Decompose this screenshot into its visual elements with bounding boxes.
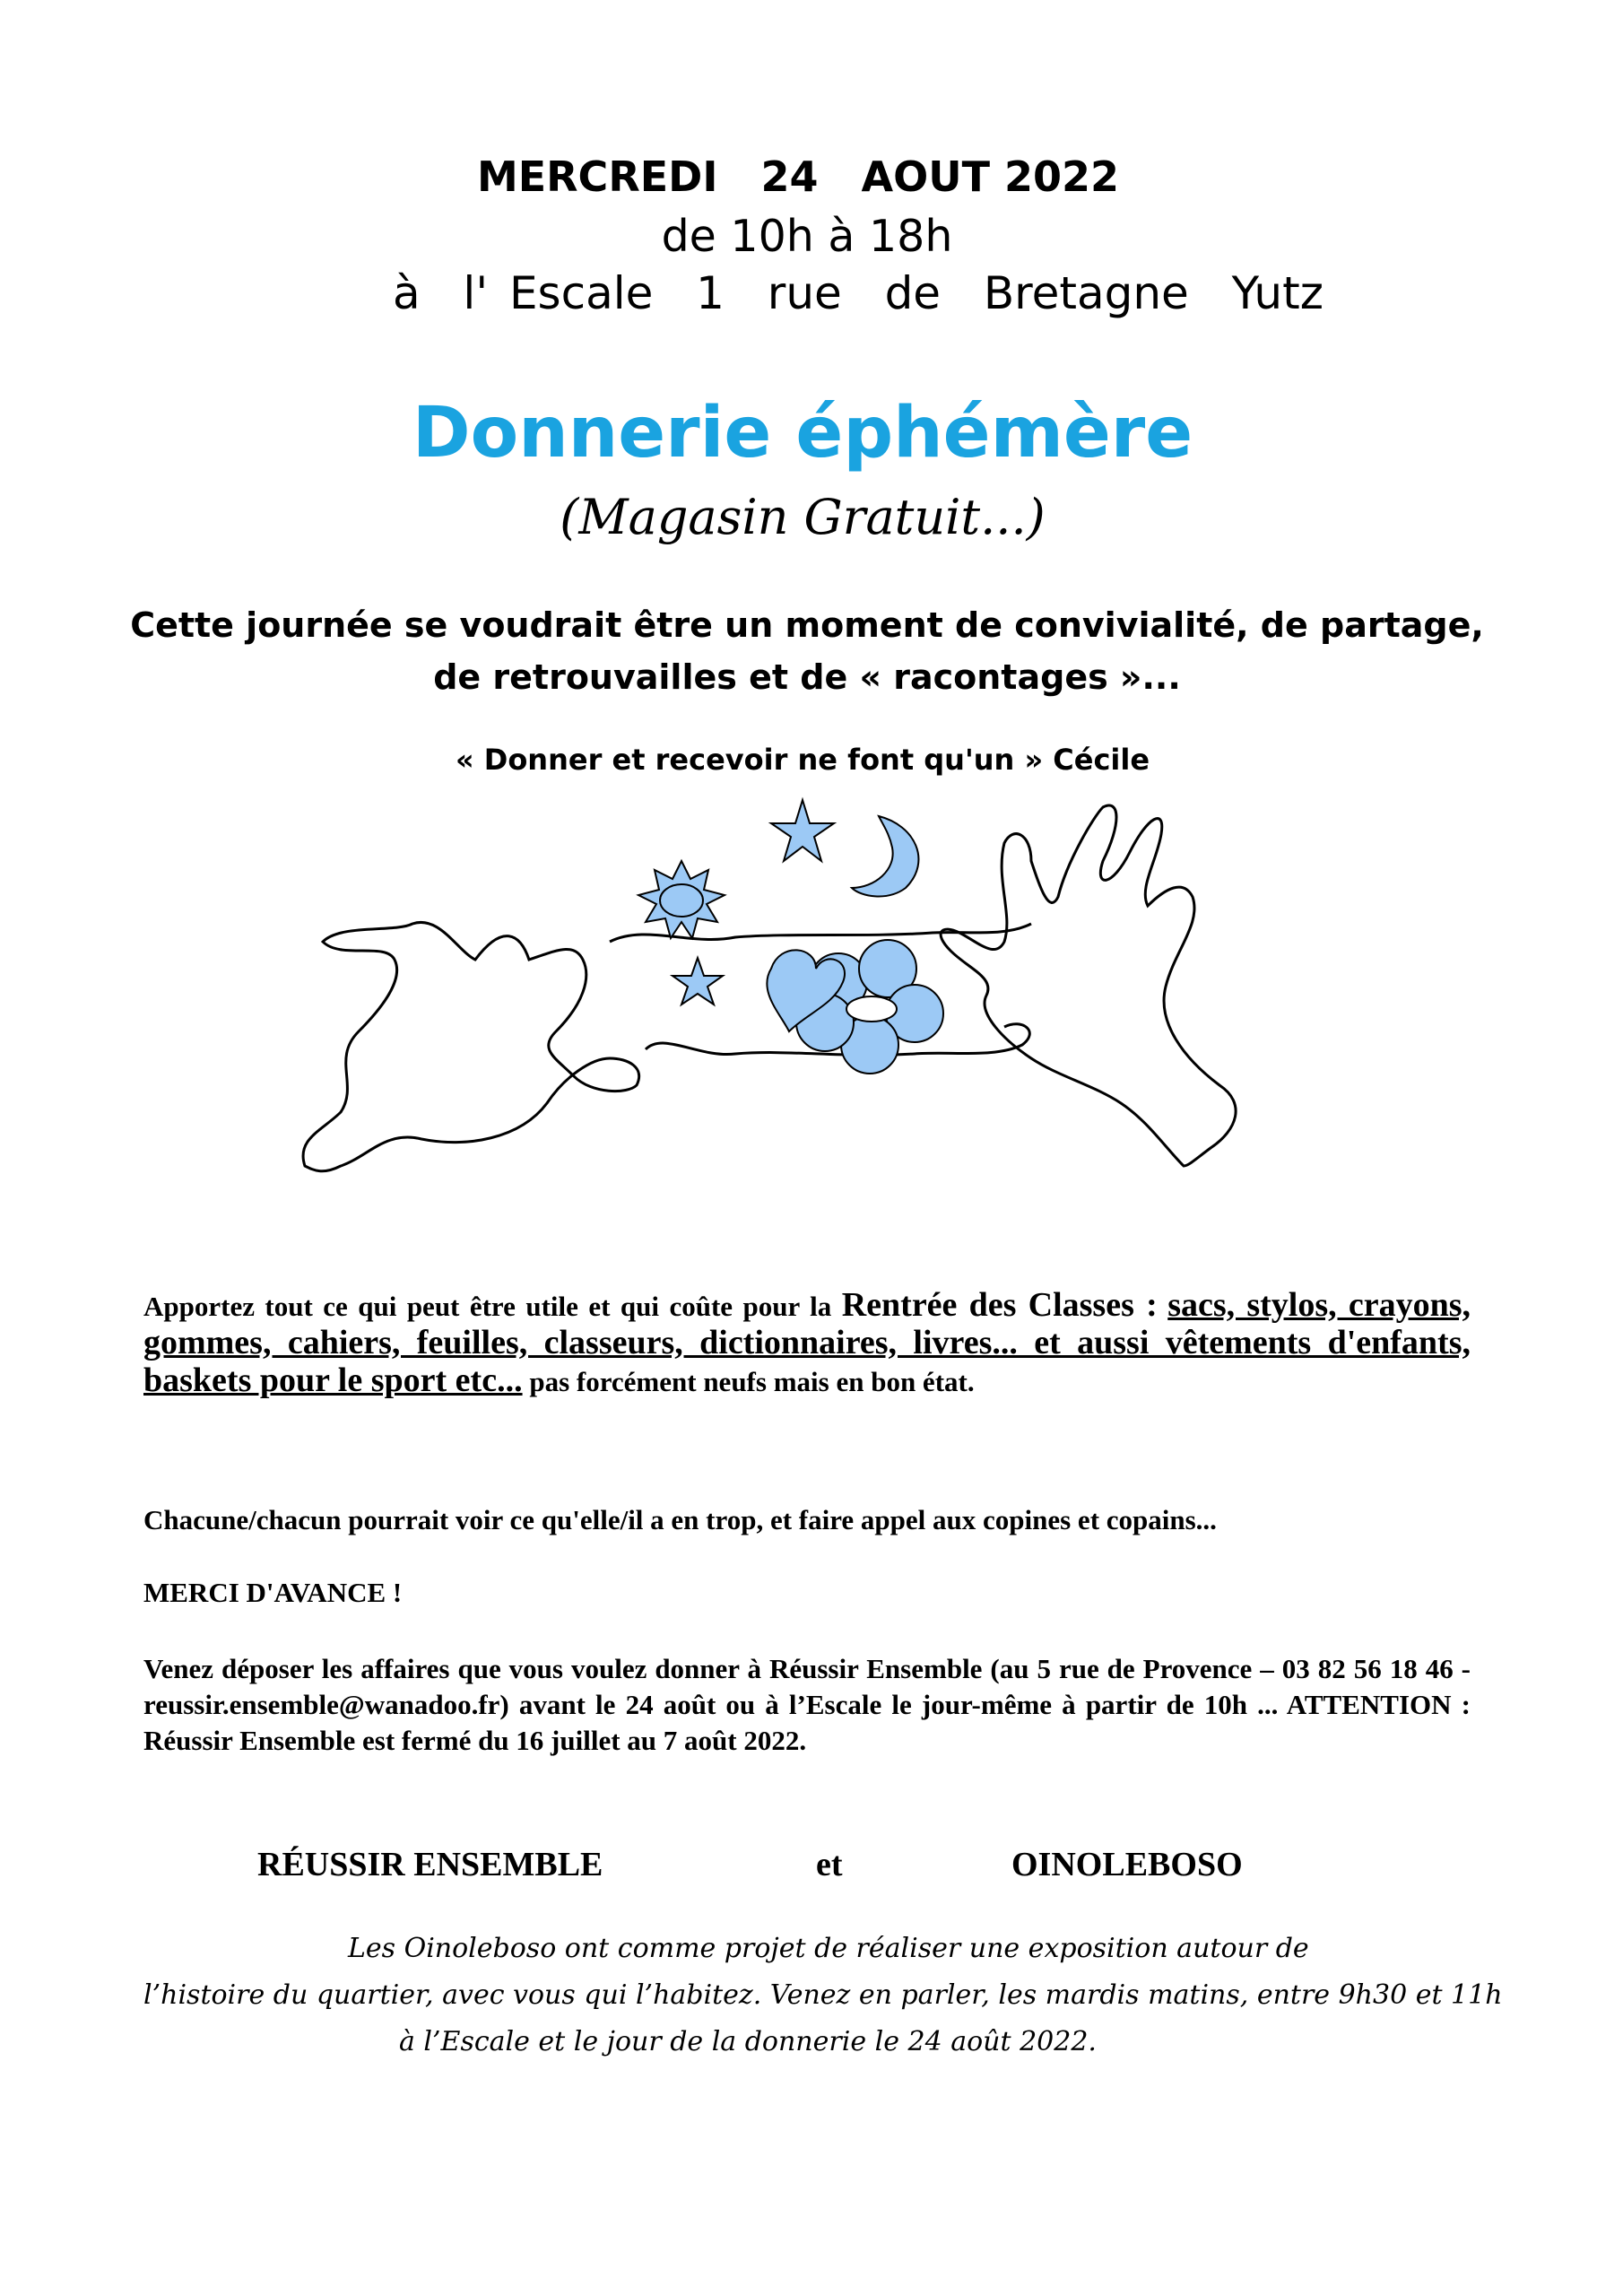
event-date: MERCREDI 24 AOUT 2022 — [476, 152, 1120, 201]
organizer-right: OINOLEBOSO — [1011, 1846, 1243, 1883]
oinoleboso-line: l’histoire du quartier, avec vous qui l’habitez. Venez en parler, les mardis matins, entre 9h30 et 11h — [143, 1979, 1503, 2011]
quote-text: « Donner et recevoir ne font qu'un » Cécile — [455, 743, 1150, 777]
merci-text: MERCI D'AVANCE ! — [143, 1577, 403, 1608]
page-title: Donnerie éphémère — [412, 393, 1193, 474]
oinoleboso-line: à l’Escale et le jour de la donnerie le 24 août 2022. — [399, 2026, 1097, 2057]
supplies-tail: pas forcément neufs mais en bon état. — [522, 1366, 975, 1397]
left-hand-drawing — [303, 922, 639, 1170]
hands-illustration — [287, 789, 1273, 1184]
oinoleboso-text — [108, 1926, 1506, 2066]
star-icon — [673, 958, 723, 1004]
supplies-paragraph — [143, 1287, 1471, 1400]
copines-text: Chacune/chacun pourrait voir ce qu'elle/il a en trop, et faire appel aux copines et copains... — [143, 1504, 1217, 1535]
star-icon — [771, 800, 834, 861]
deposer-text: Venez déposer les affaires que vous voulez donner à Réussir Ensemble (au 5 rue de Provence – 03 82 56 18 46 - reussir.ensemble@wanadoo.fr) avant le 24 août ou à l’Escale le jour-même à partir de 10h ... ATTENTION : Réussir Ensemble est fermé du 16 juillet au 7 août 2022. — [143, 1653, 1471, 1756]
event-place: à l' Escale 1 rue de Bretagne Yutz — [393, 267, 1324, 319]
event-time: de 10h à 18h — [661, 211, 953, 262]
organizer-left: RÉUSSIR ENSEMBLE — [257, 1846, 603, 1883]
sun-icon — [638, 861, 725, 938]
supplies-highlight: Rentrée des Classes : — [841, 1286, 1158, 1324]
moon-icon — [852, 816, 918, 896]
intro-text: Cette journée se voudrait être un moment de convivialité, de partage, de retrouvailles et de « racontages »... — [130, 605, 1484, 697]
oinoleboso-line: Les Oinoleboso ont comme projet de réaliser une exposition autour de — [348, 1933, 1309, 1964]
supplies-lead: Apportez tout ce qui peut être utile et qui coûte pour la — [143, 1291, 842, 1322]
supplies-items: sacs, stylos, crayons, gommes, cahiers, feuilles, classeurs, dictionnaires, livres... et aussi vêtements d'enfants, baskets pour le sport etc... — [143, 1286, 1471, 1399]
page-subtitle: (Magasin Gratuit...) — [560, 489, 1046, 545]
organizer-connector: et — [816, 1846, 843, 1883]
right-hand-drawing — [941, 805, 1236, 1166]
